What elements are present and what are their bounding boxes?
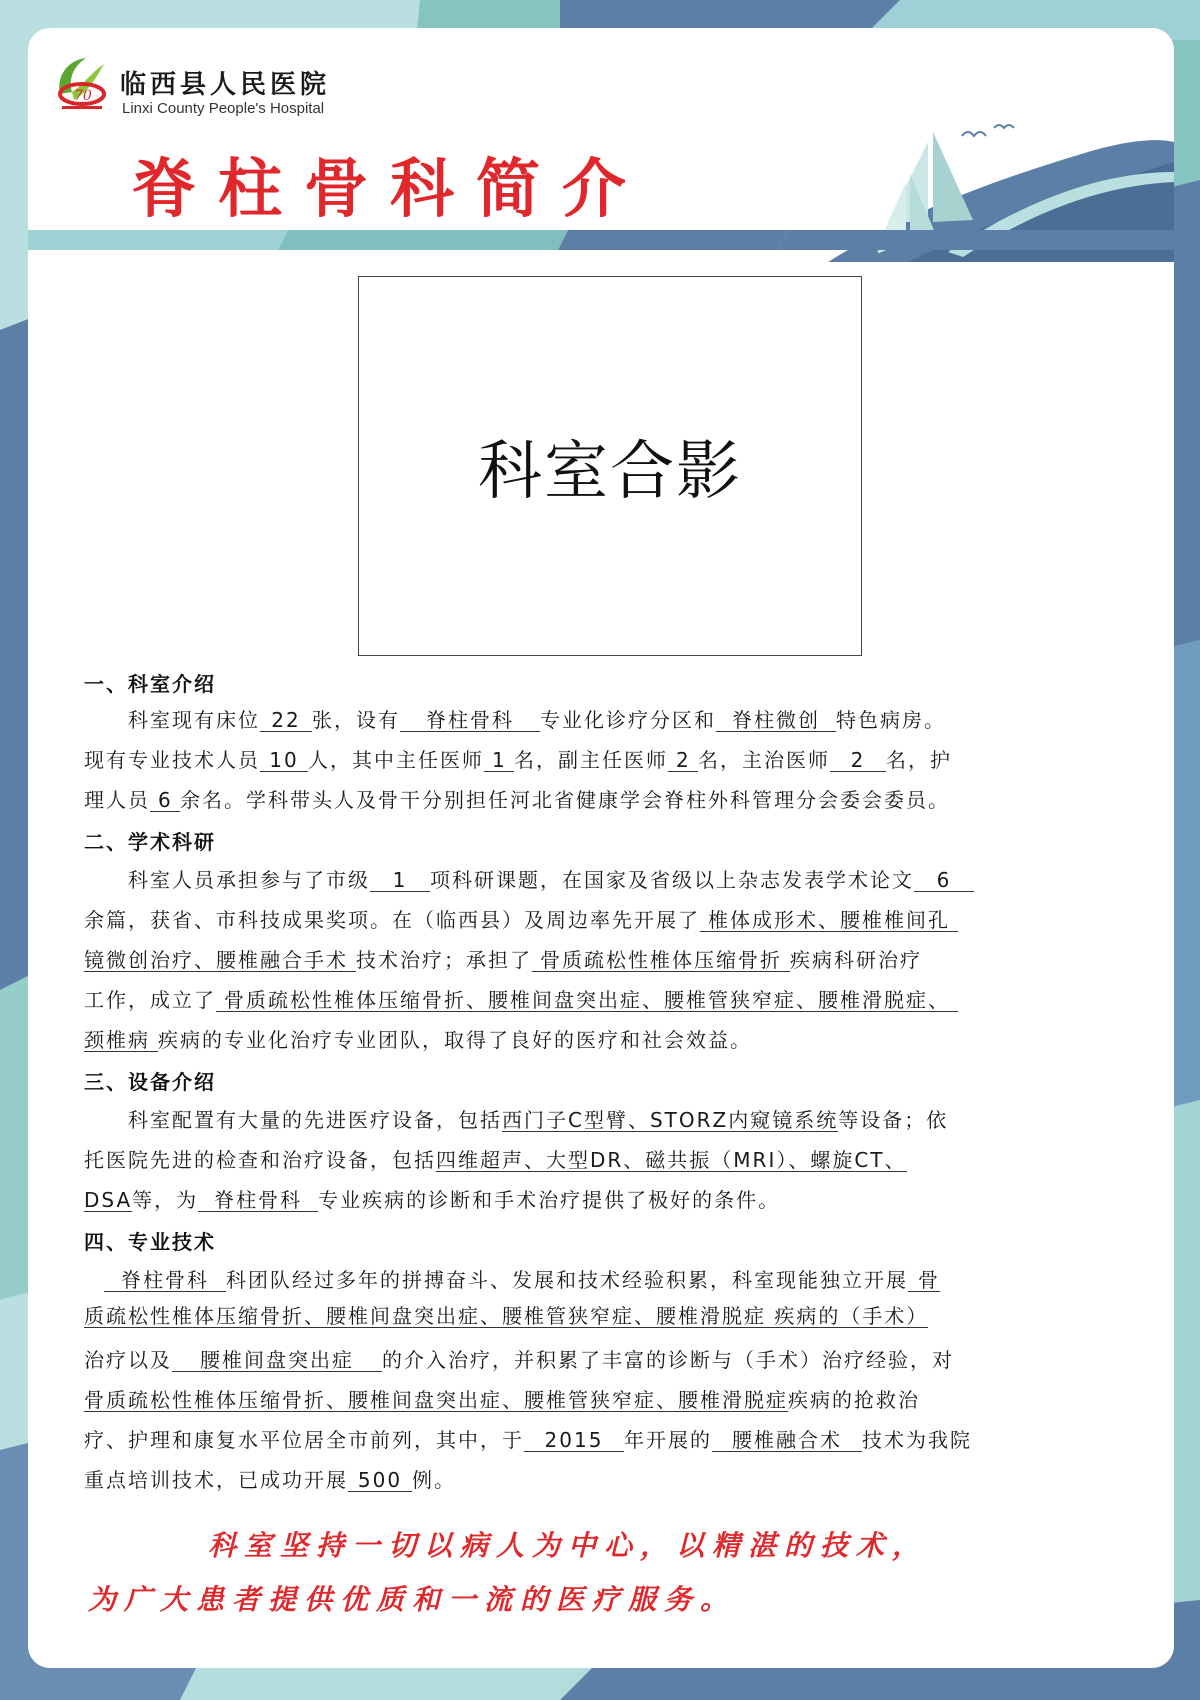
text: 技术治疗；承担了 (356, 948, 532, 972)
text: 专业疾病的诊断和手术治疗提供了极好的条件。 (318, 1188, 781, 1212)
text: 张，设有 (312, 708, 400, 732)
page-title: 脊柱骨科简介 (132, 153, 648, 227)
text: 疗、护理和康复水平位居全市前列，其中，于 (84, 1428, 524, 1452)
dept-name: 脊柱骨科 (198, 1189, 318, 1212)
text: 等设备；依 (838, 1108, 949, 1132)
disease-name: 骨质疏松性椎体压缩骨折 (532, 949, 790, 972)
section-4-line-3 (84, 1344, 954, 1373)
text: 例。 (412, 1468, 456, 1492)
chief-count: 1 (484, 749, 514, 772)
case-count: 500 (348, 1469, 412, 1492)
text: 重点培训技术，已成功开展 (84, 1468, 348, 1492)
text: 科室现有床位 (128, 708, 260, 732)
section-1-line-2 (84, 744, 952, 773)
equipment-list: 西门子C型臂、STORZ内窥镜系统 (502, 1108, 839, 1132)
hospital-logo-icon (52, 50, 112, 112)
nurse-count: 6 (150, 789, 180, 812)
text: 托医院先进的检查和治疗设备，包括 (84, 1148, 436, 1172)
seagull-icon (958, 118, 1018, 148)
dept-name: 脊柱骨科 (400, 709, 540, 732)
section-heading-2: 二、学术科研 (84, 830, 216, 854)
text: 科室人员承担参与了市级 (128, 868, 370, 892)
poster-card (28, 28, 1174, 1668)
section-4-line-1 (104, 1264, 940, 1293)
ward-name: 脊柱微创 (716, 709, 836, 732)
slogan-line-1: 科室坚持一切以病人为中心，以精湛的技术， (208, 1529, 929, 1562)
section-3-line-1 (128, 1104, 948, 1133)
text: 专业化诊疗分区和 (540, 708, 716, 732)
start-year: 2015 (524, 1429, 624, 1452)
text: 等，为 (132, 1188, 199, 1212)
technique-list: 镜微创治疗、腰椎融合手术 (84, 949, 356, 972)
slogan-line-2: 为广大患者提供优质和一流的医疗服务。 (88, 1583, 737, 1616)
section-2-line-3 (84, 944, 922, 973)
hospital-name-en: Linxi County People's Hospital (122, 100, 325, 117)
section-heading-1: 一、科室介绍 (84, 672, 216, 696)
paper-count: 6 (914, 869, 974, 892)
section-1-line-1 (128, 704, 946, 733)
section-3-line-2 (84, 1144, 907, 1173)
text: 名，护 (886, 748, 952, 772)
header-divider (28, 230, 1174, 250)
disease-list: 质疏松性椎体压缩骨折、腰椎间盘突出症、腰椎管狭窄症、腰椎滑脱症 疾病的（手术） (84, 1304, 929, 1328)
text: 科室配置有大量的先进医疗设备，包括 (128, 1108, 502, 1132)
attending-count: 2 (830, 749, 886, 772)
section-heading-4: 四、专业技术 (84, 1230, 216, 1254)
section-1-line-3 (84, 784, 950, 813)
photo-placeholder-label: 科室合影 (478, 435, 742, 509)
svg-text:70: 70 (74, 88, 92, 104)
project-count: 1 (370, 869, 430, 892)
disease-list: 骨质疏松性椎体压缩骨折、腰椎间盘突出症、腰椎管狭窄症、腰椎滑脱症 (84, 1388, 788, 1412)
text: 特色病房。 (836, 708, 946, 732)
text: 年开展的 (624, 1428, 712, 1452)
section-heading-3: 三、设备介绍 (84, 1070, 216, 1094)
text: 余名。学科带头人及骨干分别担任河北省健康学会脊柱外科管理分会委会委员。 (180, 788, 950, 812)
text: 的介入治疗，并积累了丰富的诊断与（手术）治疗经验，对 (382, 1348, 954, 1372)
text: 治疗以及 (84, 1348, 172, 1372)
section-2-line-5 (84, 1024, 752, 1053)
text: 名，主治医师 (698, 748, 830, 772)
text: 人，其中主任医师 (308, 748, 484, 772)
section-3-line-3 (84, 1184, 780, 1213)
equipment-list: 四维超声、大型DR、磁共振（MRI）、螺旋CT、 (436, 1148, 907, 1172)
text: 现有专业技术人员 (84, 748, 260, 772)
section-2-line-1 (128, 864, 974, 893)
technique-list: 椎体成形术、腰椎椎间孔 (700, 909, 958, 932)
text: 技术为我院 (862, 1428, 972, 1452)
text: 工作，成立了 (84, 988, 216, 1012)
equipment-list: DSA (84, 1188, 133, 1212)
text: 疾病科研治疗 (790, 948, 922, 972)
text: 疾病的专业化治疗专业团队，取得了良好的医疗和社会效益。 (158, 1028, 752, 1052)
section-4-line-2 (84, 1304, 928, 1328)
section-2-line-4 (84, 984, 958, 1013)
bed-count: 22 (260, 709, 312, 732)
text: 科团队经过多年的拼搏奋斗、发展和技术经验积累，科室现能独立开展 (226, 1268, 908, 1292)
section-4-line-4 (84, 1384, 920, 1413)
disease-list: 颈椎病 (84, 1029, 158, 1052)
photo-placeholder (358, 276, 862, 656)
deputy-count: 2 (668, 749, 698, 772)
disease-name: 腰椎间盘突出症 (172, 1349, 382, 1372)
dept-name: 脊柱骨科 (104, 1269, 226, 1292)
staff-count: 10 (260, 749, 308, 772)
section-4-line-6 (84, 1464, 456, 1493)
text: 项科研课题，在国家及省级以上杂志发表学术论文 (430, 868, 914, 892)
text: 名，副主任医师 (514, 748, 668, 772)
disease-list: 骨 (908, 1269, 940, 1292)
text: 理人员 (84, 788, 150, 812)
text: 余篇，获省、市科技成果奖项。在（临西县）及周边率先开展了 (84, 908, 700, 932)
technique-name: 腰椎融合术 (712, 1429, 862, 1452)
disease-list: 骨质疏松性椎体压缩骨折、腰椎间盘突出症、腰椎管狭窄症、腰椎滑脱症、 (216, 989, 958, 1012)
section-2-line-2 (84, 904, 958, 933)
text: 疾病的抢救治 (788, 1388, 920, 1412)
hospital-name-cn: 临西县人民医院 (120, 70, 331, 100)
section-4-line-5 (84, 1424, 972, 1453)
